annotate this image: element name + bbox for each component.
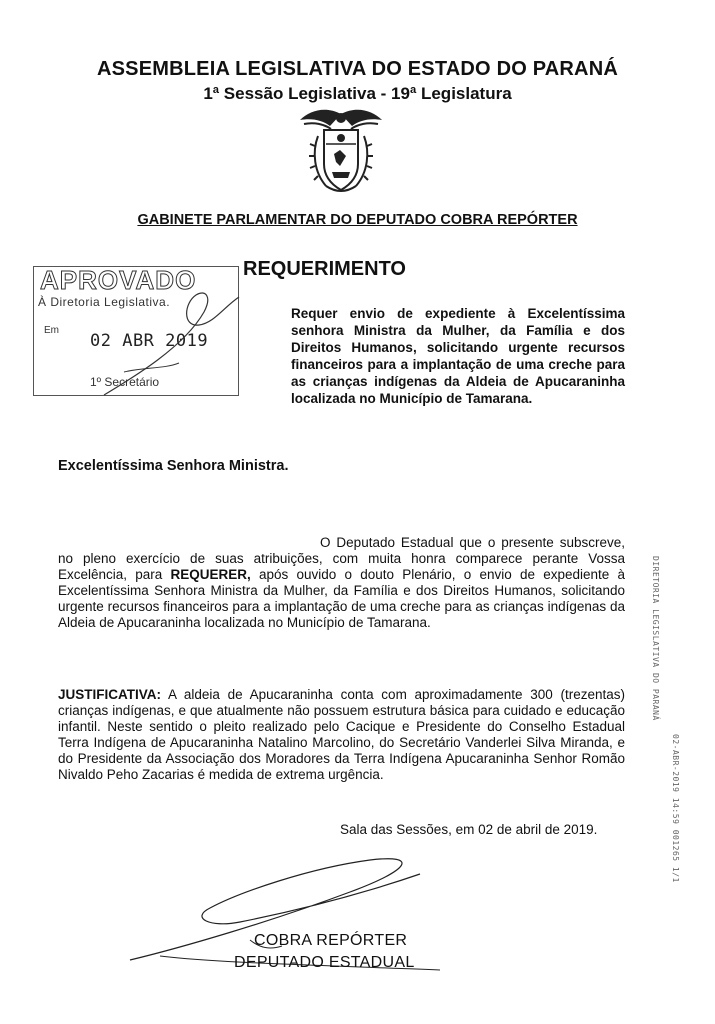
justification-label: JUSTIFICATIVA: xyxy=(58,687,161,702)
stamp-signer-role: 1º Secretário xyxy=(90,375,160,389)
request-body xyxy=(58,535,625,631)
signer-name: COBRA REPÓRTER xyxy=(254,932,408,949)
stamp-signature-icon xyxy=(34,267,240,397)
stamp-date: 02 ABR 2019 xyxy=(90,331,209,351)
stamp-em-label: Em xyxy=(44,325,59,336)
justification-text: A aldeia de Apucaraninha conta com aproximadamente 300 (trezentas) crianças indígenas, e que atualmente não possuem estrutura básica para cuidado e educação infantil. Neste sentido o pleito realizado pelo Cacique e Presidente do Conselho Estadual Terra Indígena de Apucaraninha Natalino Marcolino, do Secretário Vanderlei Silva Miranda, e do Presidente da Associação dos Moradores da Terra Indígena Apucaraninha Senhor Romão Nivaldo Peho Zacarias é medida de extrema urgência. xyxy=(58,687,625,782)
stamp-status: APROVADO xyxy=(40,265,197,295)
stamp-destination: À Diretoria Legislativa. xyxy=(38,295,171,309)
protocol-stamp-line-2: 02-ABR-2019 14:59 001265 1/1 xyxy=(671,734,680,883)
approval-stamp xyxy=(33,266,239,396)
request-summary: Requer envio de expediente à Excelentíssima senhora Ministra da Mulher, da Família e dos Direitos Humanos, solicitando urgente recursos financeiros para a implantação de uma creche para as crianças indígenas da Aldeia de Apucaraninha localizada no Município de Tamarana. xyxy=(291,306,625,406)
institution-title: ASSEMBLEIA LEGISLATIVA DO ESTADO DO PARANÁ xyxy=(96,58,618,80)
document-title: REQUERIMENTO xyxy=(243,258,406,280)
body-bold-request: REQUERER, xyxy=(170,567,251,582)
protocol-stamp-line-1: DIRETORIA LEGISLATIVA DO PARANÁ xyxy=(651,556,660,721)
place-and-date: Sala das Sessões, em 02 de abril de 2019. xyxy=(340,822,598,837)
body-end: após ouvido o douto Plenário, o envio de expediente à Excelentíssima Senhora Ministra da Mulher, da Família e dos Direitos Humanos, solicitando urgente recursos financeiros para a implantação de uma creche para as crianças indígenas da Aldeia de Apucaraninha localizada no Município de Tamarana. xyxy=(58,567,626,630)
body-start: O Deputado Estadual que o presente subscreve, no pleno exercício de suas atribuições, com muita honra comparece perante Vossa Excelência, para xyxy=(58,535,625,582)
justification xyxy=(58,687,625,783)
salutation: Excelentíssima Senhora Ministra. xyxy=(58,458,289,474)
session-subtitle: 1ª Sessão Legislativa - 19ª Legislatura xyxy=(203,84,512,103)
office-heading: GABINETE PARLAMENTAR DO DEPUTADO COBRA REPÓRTER xyxy=(137,212,578,228)
parana-coat-of-arms-icon xyxy=(296,106,386,198)
signer-role: DEPUTADO ESTADUAL xyxy=(234,954,415,971)
